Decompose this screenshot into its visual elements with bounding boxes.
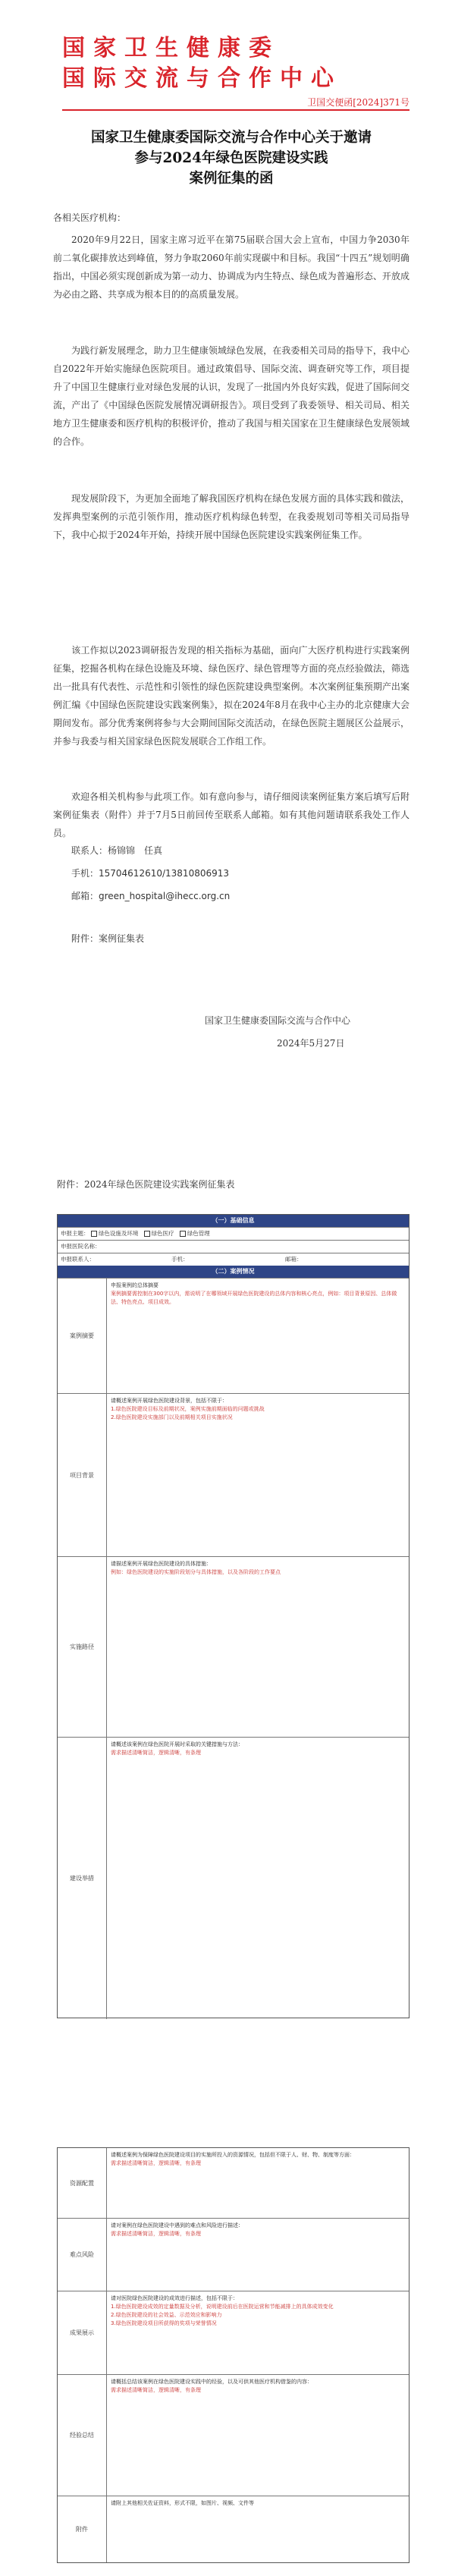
row-label: 案例摘要 (58, 1279, 107, 1393)
attachment-note: 附件：案例征集表 (71, 933, 145, 944)
row-resources[interactable]: 资源配置 请概述案例为保障绿色医院建设项目的实施所投入的资源情况，包括但不限于人、财、物、制度等方面： 需求描述清晰简洁，逻辑清晰，有条理 (58, 2148, 409, 2218)
row-label: 经验总结 (58, 2375, 107, 2496)
section1-header: （一）基础信息 (58, 1215, 409, 1227)
checkbox-green-management[interactable] (180, 1231, 186, 1237)
paragraph-5: 欢迎各相关机构参与此项工作。如有意向参与，请仔细阅读案例征集方案后填写后附案例征集表（附件）并于7月5日前回传至联系人邮箱。如有其他问题请联系我处工作人员。 (53, 791, 410, 838)
contact-email: 邮箱：green_hospital@ihecc.org.cn (71, 891, 231, 901)
row-summary[interactable]: 案例摘要 申报案例的总体摘要 案例摘要需控制在300字以内，需说明了在哪领域开展绿色医院建设的总体内容和核心亮点，例如：项目背景原因、总体做法、特色亮点、项目成效。 (58, 1278, 409, 1393)
row-implementation[interactable]: 实施路径 请描述案例开展绿色医院建设的具体措施： 例如：绿色医院建设的实施阶段划分与具体措施，以及各阶段的工作要点 (58, 1556, 409, 1737)
category-row: 申报主题： 绿色设施及环境 绿色医疗 绿色管理 (58, 1227, 409, 1240)
row-background[interactable]: 项目背景 请概述案例开展绿色医院建设背景，包括不限于： 1.绿色医院建设目标及前期状况，案例实施前期面临的问题或挑战 2.绿色医院建设实施部门以及前期相关项目实施状况 (58, 1393, 409, 1556)
red-divider (62, 109, 410, 111)
letterhead-org-line1: 国家卫生健康委 (62, 35, 280, 61)
row-experience[interactable]: 经验总结 请概括总结该案例在绿色医院建设实践中的经验，以及可供其他医疗机构借鉴的内容： 需求描述清晰简洁，逻辑清晰，有条理 (58, 2374, 409, 2496)
letterhead-org-line2: 国际交流与合作中心 (62, 65, 342, 92)
title-line3: 案例征集的函 (189, 171, 274, 187)
title-line1: 国家卫生健康委国际交流与合作中心关于邀请 (90, 130, 372, 146)
paragraph-2: 为践行新发展理念，助力卫生健康领域绿色发展，在我委相关司局的指导下，我中心自2022年开始实施绿色医院项目。通过政策倡导、国际交流、调查研究等工作，项目提升了中国卫生健康行业对绿色发展的认识，发现了一批国内外良好实践，促进了国际间交流，产出了《中国绿色医院发展情况调研报告》。项目受到了我委领导、相关司局、相关地方卫生健康委和医疗机构的积极评价，推动了我国与相关国家在卫生健康绿色发展领域的合作。 (53, 345, 410, 447)
section2-header: （二）案例情况 (58, 1266, 409, 1278)
signature-date: 2024年5月27日 (277, 1038, 345, 1049)
row-label: 成果展示 (58, 2291, 107, 2374)
salutation: 各相关医疗机构： (53, 212, 127, 223)
contact-persons: 联系人：杨锦锦 任真 (71, 845, 163, 856)
paragraph-4: 该工作拟以2023调研报告发现的相关指标为基础，面向广大医疗机构进行实践案例征集，挖掘各机构在绿色设施及环境、绿色医疗、绿色管理等方面的亮点经验做法，筛选出一批具有代表性、示范性和引领性的绿色医院建设典型案例。本次案例征集预期产出案例汇编《中国绿色医院建设实践案例集》，拟在2024年8月在我中心主办的北京健康大会期间发布。部分优秀案例将参与大会期间国际交流活动，在绿色医院主题展区公益展示，并参与我委与相关国家绿色医院发展联合工作组工作。 (53, 645, 410, 747)
row-label: 实施路径 (58, 1557, 107, 1737)
contact-row[interactable]: 申报联系人： 手机： 邮箱： (58, 1253, 409, 1266)
paragraph-3: 现发展阶段下，为更加全面地了解我国医疗机构在绿色发展方面的具体实践和做法，发挥典型案例的示范引领作用，推动医疗机构绿色转型，在我委规划司等相关司局指导下，我中心拟于2024年开始，持续开展中国绿色医院建设实践案例征集工作。 (53, 493, 410, 540)
annex-title: 附件：2024年绿色医院建设实践案例征集表 (57, 1179, 235, 1190)
unit-row[interactable]: 申报医院名称： (58, 1240, 409, 1253)
row-label: 难点风险 (58, 2219, 107, 2291)
case-form-table-part1 (57, 1214, 410, 2018)
row-risks[interactable]: 难点风险 请对案例在绿色医院建设中遇到的难点和风险进行描述： 需求描述清晰简洁，逻辑清晰，有条理 (58, 2218, 409, 2291)
row-measures[interactable]: 建设举措 请概述该案例在绿色医院开展时采取的关键措施与方法： 需求描述清晰简洁，逻辑清晰，有条理 (58, 1737, 409, 2019)
case-form-table-part2 (57, 2147, 410, 2563)
checkbox-facilities[interactable] (91, 1231, 97, 1237)
document-number: 卫国交便函[2024]371号 (307, 97, 410, 108)
signature-org: 国家卫生健康委国际交流与合作中心 (205, 1015, 351, 1026)
row-attachments[interactable]: 附件 请附上其他相关佐证资料，形式不限，如图片、视频、文件等 (58, 2496, 409, 2562)
row-label: 附件 (58, 2496, 107, 2562)
contact-phone: 手机：15704612610/13810806913 (71, 868, 230, 879)
letter-title (53, 127, 410, 189)
row-label: 项目背景 (58, 1394, 107, 1556)
paragraph-1: 2020年9月22日，国家主席习近平在第75届联合国大会上宣布，中国力争2030年前二氧化碳排放达到峰值，努力争取2060年前实现碳中和目标。我国“十四五”规划明确指出，中国必须实现创新成为第一动力、协调成为内生特点、绿色成为普遍形态、开放成为必由之路、共享成为根本目的的高质量发展。 (53, 234, 410, 300)
row-label: 建设举措 (58, 1738, 107, 2019)
row-label: 资源配置 (58, 2148, 107, 2218)
row-results[interactable]: 成果展示 请对医院绿色医院建设的成效进行描述，包括不限于： 1.绿色医院建设成效的定量数据及分析，说明建设前后在医院运营和节能减排上的具体成效变化 2.绿色医院建设的社会效益、示范效应和影响力 3.绿色医院建设项目所获得的奖项与荣誉情况 (58, 2291, 409, 2374)
title-line2: 参与2024年绿色医院建设实践 (134, 150, 328, 166)
checkbox-green-medical[interactable] (144, 1231, 150, 1237)
